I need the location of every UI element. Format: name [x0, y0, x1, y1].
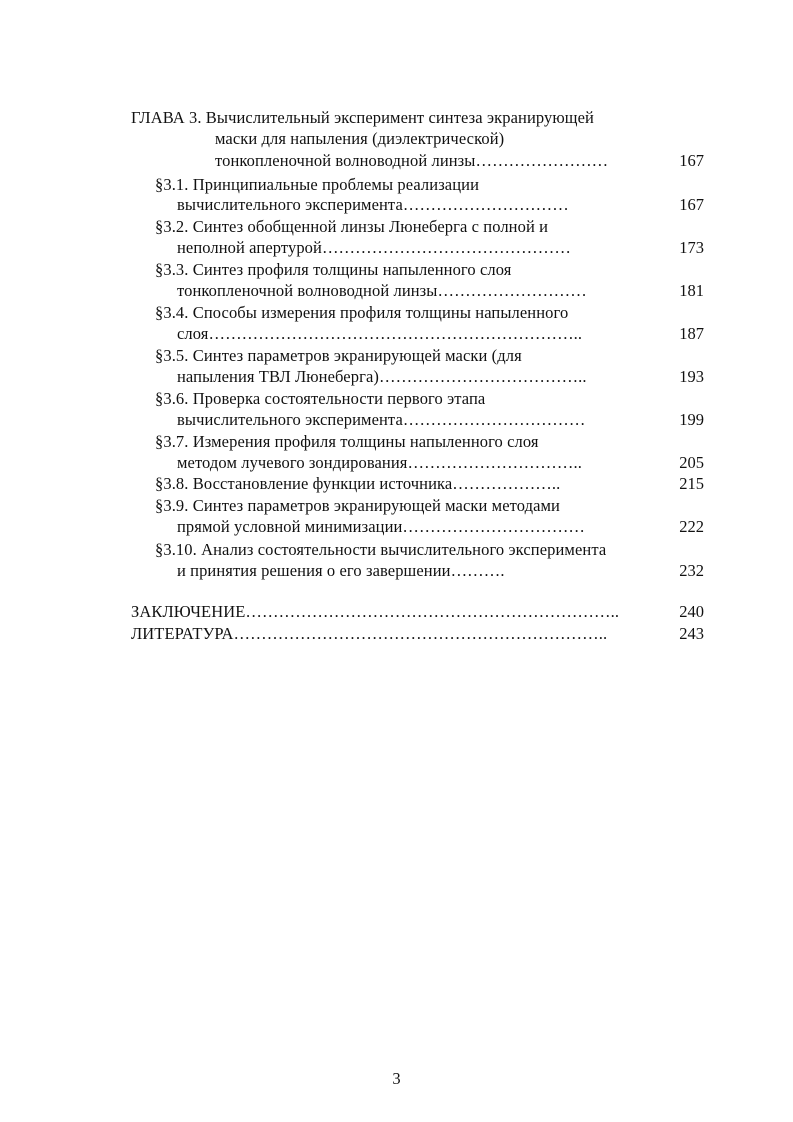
section-3-7-line-2: методом лучевого зондирования………………………….. [177, 453, 582, 472]
section-3-9-line-1: §3.9. Синтез параметров экранирующей маски методами [155, 496, 560, 515]
section-3-3-line-1: §3.3. Синтез профиля толщины напыленного слоя [155, 260, 512, 279]
page-number-footer: 3 [392, 1069, 401, 1088]
literature-page: 243 [679, 624, 704, 643]
section-3-5-page: 193 [679, 367, 704, 386]
section-3-10-line-1: §3.10. Анализ состоятельности вычислительного эксперимента [155, 540, 607, 559]
chapter-title-line-1: ГЛАВА 3. Вычислительный эксперимент синтеза экранирующей [131, 108, 594, 127]
section-3-1-line-2: вычислительного эксперимента………………………… [177, 195, 569, 214]
section-3-9-page: 222 [679, 517, 704, 536]
chapter-page-number: 167 [679, 151, 704, 170]
section-3-5-line-2: напыления ТВЛ Люнеберга)……………………………….. [177, 367, 587, 386]
section-3-2-line-2: неполной апертурой……………………………………… [177, 238, 571, 257]
conclusion-entry: ЗАКЛЮЧЕНИЕ………………………………………………………….. [131, 602, 620, 621]
chapter-title-line-3: тонкопленочной волноводной линзы…………………… [215, 151, 609, 170]
section-3-5-line-1: §3.5. Синтез параметров экранирующей маски (для [155, 346, 522, 365]
section-3-2-line-1: §3.2. Синтез обобщенной линзы Люнеберга с полной и [155, 217, 549, 236]
section-3-4-line-2: слоя………………………………………………………….. [177, 324, 583, 343]
section-3-6-line-2: вычислительного эксперимента…………………………… [177, 410, 586, 429]
section-3-9-line-2: прямой условной минимизации…………………………… [177, 517, 586, 536]
literature-entry: ЛИТЕРАТУРА………………………………………………………….. [131, 624, 608, 643]
section-3-3-line-2: тонкопленочной волноводной линзы……………………… [177, 281, 587, 300]
section-3-2-page: 173 [679, 238, 704, 257]
section-3-7-line-1: §3.7. Измерения профиля толщины напыленного слоя [155, 432, 539, 451]
section-3-4-page: 187 [679, 324, 704, 343]
section-3-7-page: 205 [679, 453, 704, 472]
section-3-1-line-1: §3.1. Принципиальные проблемы реализации [155, 175, 480, 194]
section-3-8-line-1: §3.8. Восстановление функции источника……………….. [155, 474, 561, 493]
chapter-title-line-2: маски для напыления (диэлектрической) [215, 129, 505, 148]
section-3-10-line-2: и принятия решения о его завершении………. [177, 561, 505, 580]
conclusion-page: 240 [679, 602, 704, 621]
section-3-8-page: 215 [679, 474, 704, 493]
section-3-3-page: 181 [679, 281, 704, 300]
section-3-4-line-1: §3.4. Способы измерения профиля толщины напыленного [155, 303, 569, 322]
section-3-6-line-1: §3.6. Проверка состоятельности первого этапа [155, 389, 486, 408]
section-3-1-page: 167 [679, 195, 704, 214]
section-3-10-page: 232 [679, 561, 704, 580]
section-3-6-page: 199 [679, 410, 704, 429]
